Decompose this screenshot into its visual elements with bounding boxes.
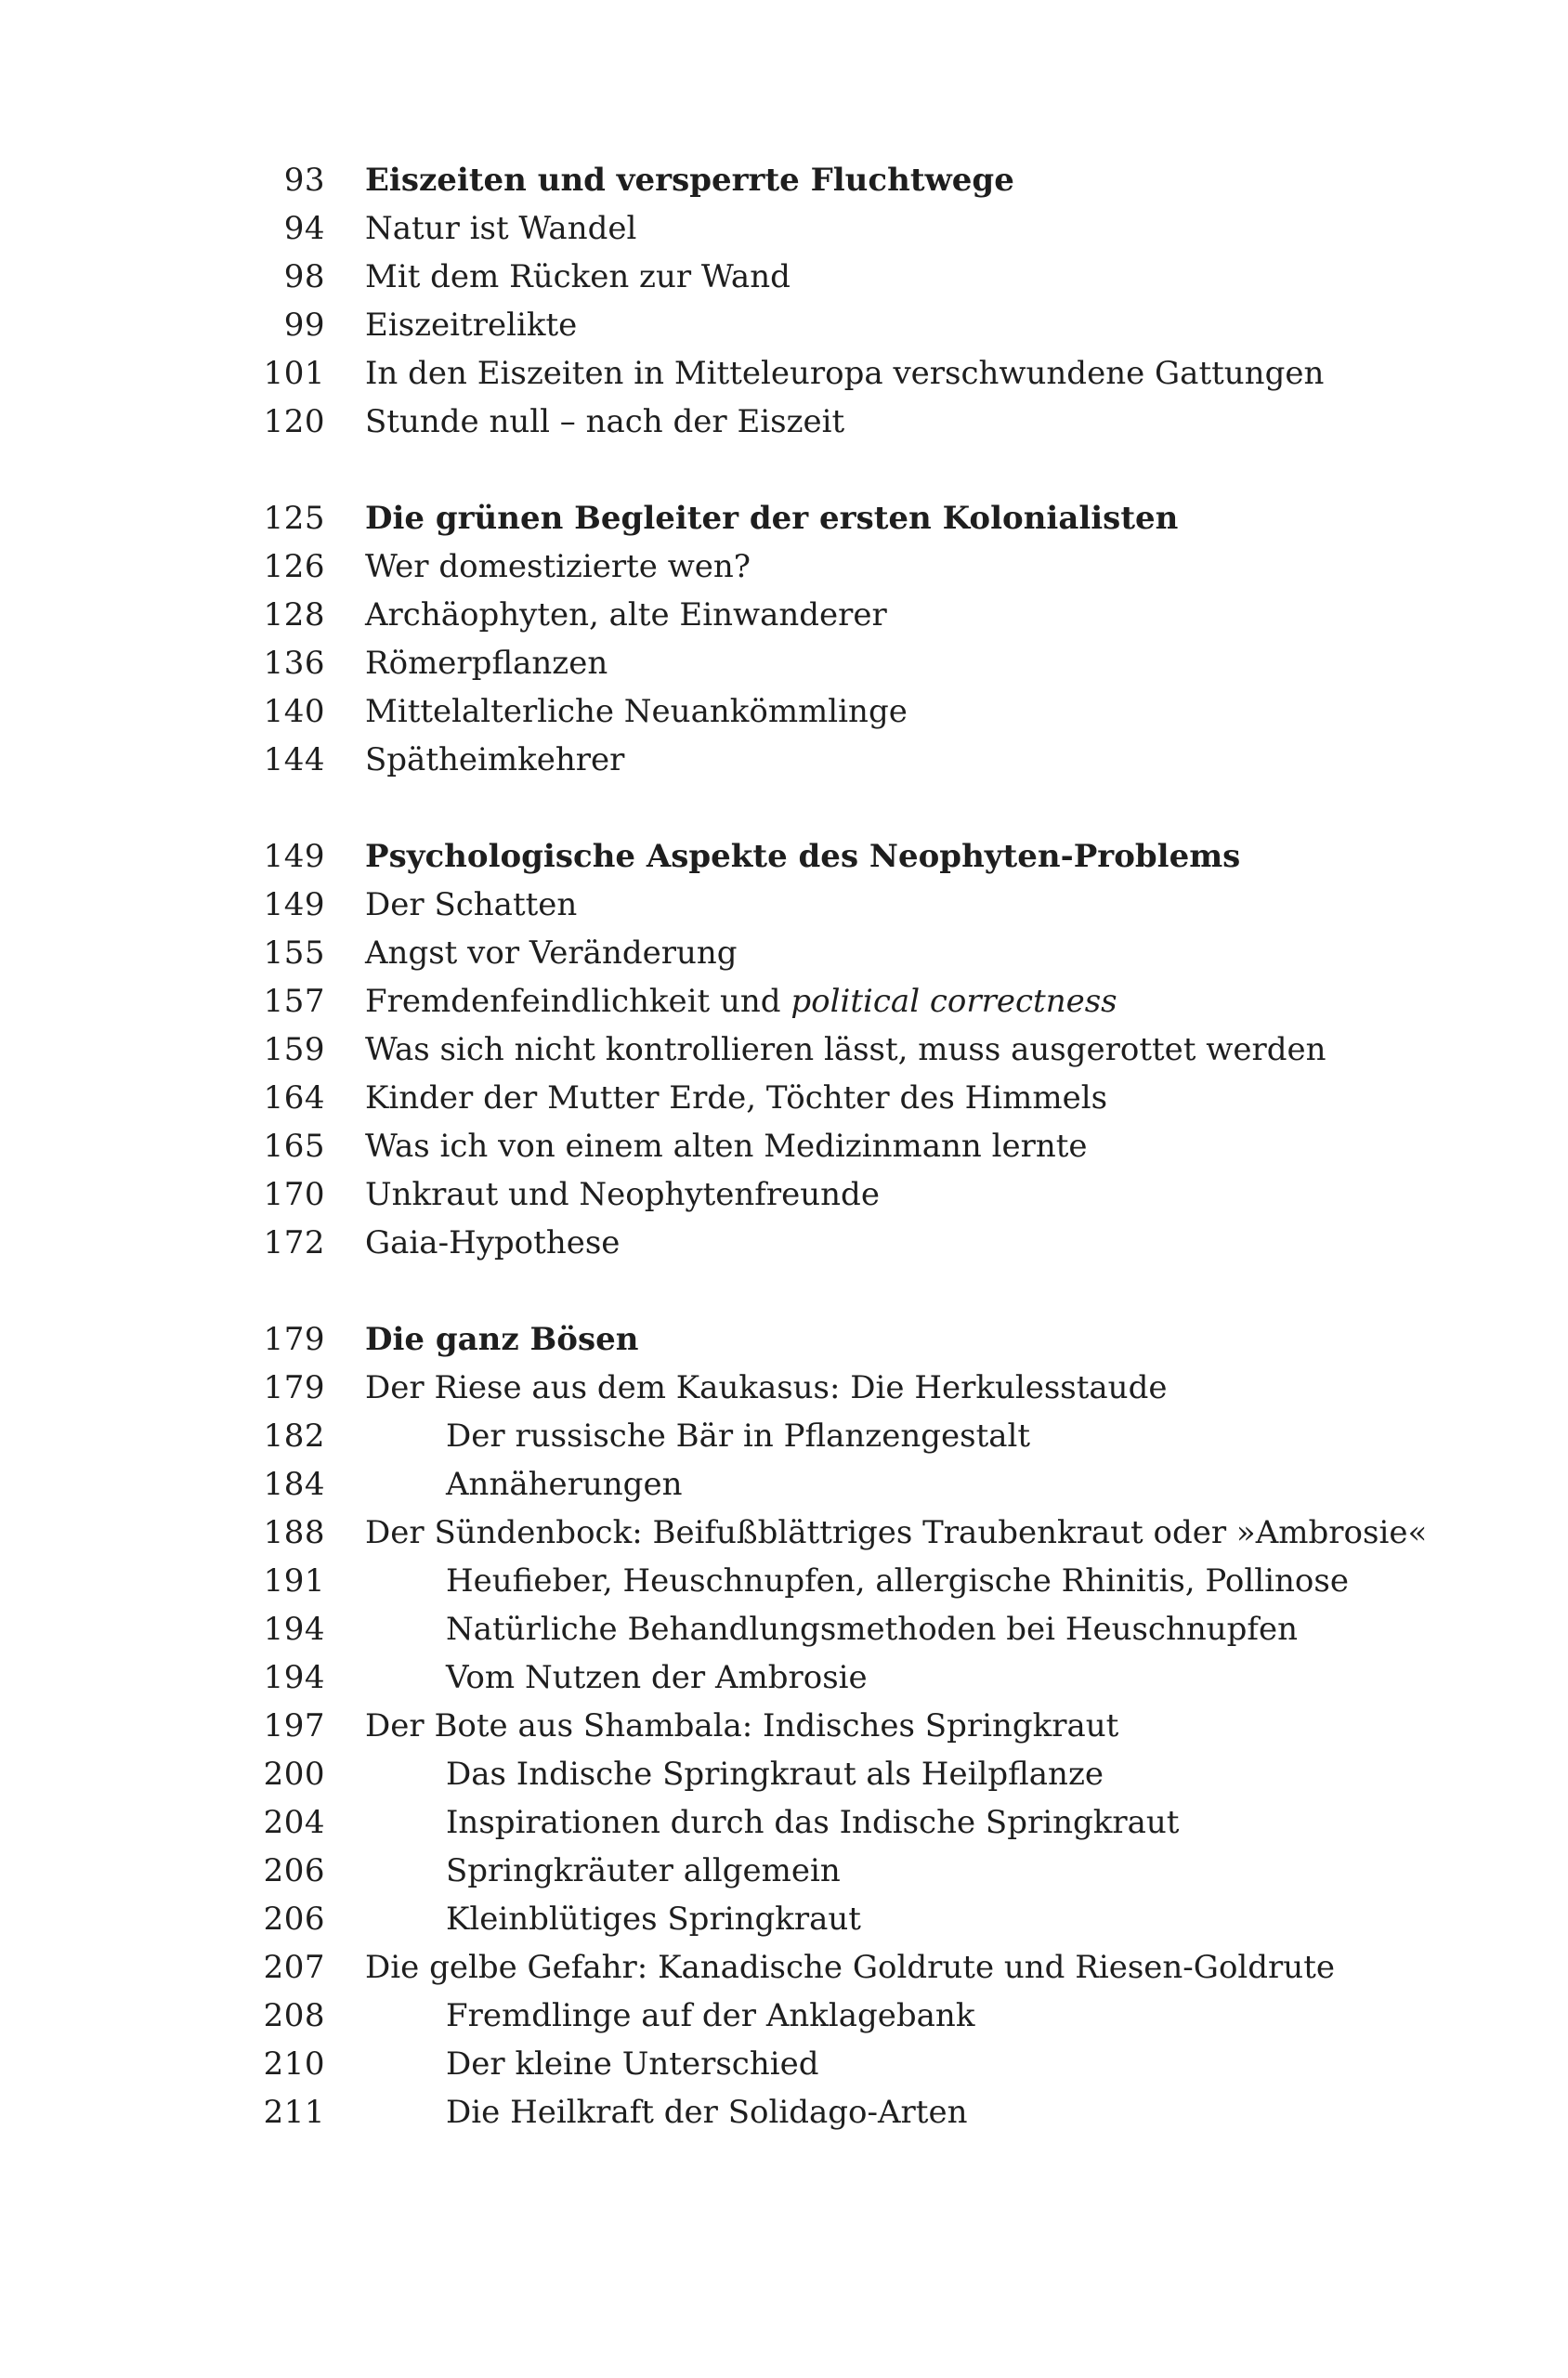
toc-entry-title: Wer domestizierte wen? [365,548,751,585]
toc-page-number: 136 [263,645,325,682]
toc-page-number: 207 [263,1949,325,1986]
toc-entry-title: Römerpflanzen [365,645,608,682]
toc-page-number: 128 [263,596,325,634]
toc-page-number: 155 [263,934,325,972]
toc-page-number: 99 [283,307,325,344]
toc-entry-title: Eiszeitrelikte [365,307,578,344]
toc-subentry[interactable] [0,1847,1568,1895]
toc-entry[interactable] [0,1509,1568,1557]
toc-page-number: 191 [263,1562,325,1600]
toc-subentry-title: Vom Nutzen der Ambrosie [446,1659,868,1696]
toc-entry[interactable] [0,1943,1568,1992]
toc-subentry[interactable] [0,1653,1568,1702]
toc-page-number: 172 [263,1224,325,1261]
toc-subentry-title: Der russische Bär in Pflanzengestalt [446,1418,1031,1455]
toc-entry-title: Natur ist Wandel [365,210,637,247]
toc-page-number: 211 [263,2094,325,2131]
toc-section-the-bad-ones [0,1315,1568,2136]
toc-entry[interactable] [0,1170,1568,1219]
toc-entry-title: Spätheimkehrer [365,741,625,778]
toc-subentry-title: Heufieber, Heuschnupfen, allergische Rhinitis, Pollinose [446,1562,1349,1600]
toc-page-number: 197 [263,1707,325,1744]
toc-entry[interactable] [0,639,1568,687]
toc-entry-title: Mit dem Rücken zur Wand [365,258,791,295]
toc-page-number: 157 [263,983,325,1020]
toc-chapter-heading[interactable] [0,1315,1568,1364]
toc-page-number: 210 [263,2045,325,2083]
toc-page-number: 165 [263,1128,325,1165]
toc-entry-title: Gaia-Hypothese [365,1224,621,1261]
toc-page-number: 149 [263,838,325,875]
toc-page-number: 184 [263,1466,325,1503]
toc-entry-title: Kinder der Mutter Erde, Töchter des Himmels [365,1079,1108,1117]
toc-entry[interactable] [0,1122,1568,1170]
toc-entry[interactable] [0,1364,1568,1412]
toc-page-number: 159 [263,1031,325,1068]
toc-entry-title: Was ich von einem alten Medizinmann lernte [365,1128,1088,1165]
toc-entry[interactable] [0,736,1568,784]
toc-page-number: 98 [283,258,325,295]
toc-subentry[interactable] [0,1992,1568,2040]
toc-entry[interactable] [0,253,1568,301]
toc-page-number: 126 [263,548,325,585]
toc-entry-title: Der Riese aus dem Kaukasus: Die Herkulesstaude [365,1369,1168,1406]
toc-entry[interactable] [0,301,1568,349]
toc-entry[interactable] [0,542,1568,591]
toc-page-number: 94 [283,210,325,247]
toc-page-number: 179 [263,1369,325,1406]
toc-entry[interactable] [0,349,1568,398]
toc-subentry-title: Das Indische Springkraut als Heilpflanze [446,1756,1104,1793]
toc-subentry-title: Inspirationen durch das Indische Springkraut [446,1804,1180,1841]
toc-subentry-title: Fremdlinge auf der Anklagebank [446,1997,975,2034]
toc-entry-title: Der Bote aus Shambala: Indisches Springkraut [365,1707,1119,1744]
toc-entry[interactable] [0,929,1568,977]
toc-subentry[interactable] [0,1460,1568,1509]
toc-page-number: 179 [263,1321,325,1358]
toc-subentry-title: Natürliche Behandlungsmethoden bei Heuschnupfen [446,1611,1299,1648]
toc-entry[interactable] [0,1219,1568,1267]
toc-entry-title-italic: political correctness [791,983,1117,1020]
toc-page-number: 206 [263,1852,325,1889]
toc-page-number: 204 [263,1804,325,1841]
toc-entry-title: Archäophyten, alte Einwanderer [365,596,887,634]
toc-subentry[interactable] [0,2040,1568,2088]
toc-section-ice-ages [0,156,1568,446]
toc-section-colonialists [0,494,1568,784]
toc-entry-title: In den Eiszeiten in Mitteleuropa verschwundene Gattungen [365,355,1325,392]
toc-subentry[interactable] [0,2088,1568,2136]
toc-entry[interactable] [0,591,1568,639]
toc-chapter-title: Psychologische Aspekte des Neophyten-Problems [365,838,1241,875]
toc-page-number: 149 [263,886,325,923]
toc-subentry[interactable] [0,1750,1568,1798]
toc-page-number: 125 [263,500,325,537]
toc-page-number: 144 [263,741,325,778]
toc-page-number: 206 [263,1901,325,1938]
toc-chapter-heading[interactable] [0,832,1568,881]
toc-page-number: 101 [263,355,325,392]
toc-entry-title: Der Schatten [365,886,578,923]
toc-page-number: 170 [263,1176,325,1213]
toc-entry[interactable] [0,1702,1568,1750]
toc-entry-title-text: Fremdenfeindlichkeit und [365,983,791,1020]
toc-subentry-title: Der kleine Unterschied [446,2045,819,2083]
toc-entry[interactable] [0,977,1568,1026]
toc-subentry[interactable] [0,1895,1568,1943]
toc-subentry-title: Die Heilkraft der Solidago-Arten [446,2094,968,2131]
toc-chapter-heading[interactable] [0,156,1568,204]
toc-entry[interactable] [0,687,1568,736]
toc-page-number: 188 [263,1514,325,1551]
toc-page-number: 182 [263,1418,325,1455]
toc-chapter-title: Die ganz Bösen [365,1321,639,1358]
toc-chapter-heading[interactable] [0,494,1568,542]
toc-entry-title: Angst vor Veränderung [365,934,738,972]
table-of-contents [0,156,1568,2185]
toc-entry[interactable] [0,1026,1568,1074]
toc-entry-title: Mittelalterliche Neuankömmlinge [365,693,908,730]
toc-chapter-title: Die grünen Begleiter der ersten Kolonialisten [365,500,1179,537]
toc-page-number: 194 [263,1611,325,1648]
toc-chapter-title: Eiszeiten und versperrte Fluchtwege [365,162,1014,199]
toc-entry-title: Stunde null – nach der Eiszeit [365,403,845,440]
toc-entry[interactable] [0,204,1568,253]
toc-page-number: 200 [263,1756,325,1793]
toc-page-number: 208 [263,1997,325,2034]
toc-entry[interactable] [0,1074,1568,1122]
toc-subentry[interactable] [0,1557,1568,1605]
toc-entry-title: Die gelbe Gefahr: Kanadische Goldrute und Riesen-Goldrute [365,1949,1335,1986]
toc-section-psychology [0,832,1568,1267]
toc-subentry[interactable] [0,1798,1568,1847]
toc-page-number: 120 [263,403,325,440]
toc-entry-title: Was sich nicht kontrollieren lässt, muss ausgerottet werden [365,1031,1326,1068]
toc-subentry[interactable] [0,1412,1568,1460]
toc-page-number: 164 [263,1079,325,1117]
toc-page-number: 194 [263,1659,325,1696]
toc-subentry-title: Annäherungen [446,1466,683,1503]
toc-page-number: 93 [283,162,325,199]
toc-subentry[interactable] [0,1605,1568,1653]
toc-subentry-title: Springkräuter allgemein [446,1852,841,1889]
toc-entry[interactable] [0,398,1568,446]
toc-page-number: 140 [263,693,325,730]
toc-subentry-title: Kleinblütiges Springkraut [446,1901,861,1938]
toc-entry[interactable] [0,881,1568,929]
toc-entry-title [365,977,1117,1026]
toc-entry-title: Der Sündenbock: Beifußblättriges Traubenkraut oder »Ambrosie« [365,1514,1428,1551]
toc-entry-title: Unkraut und Neophytenfreunde [365,1176,880,1213]
